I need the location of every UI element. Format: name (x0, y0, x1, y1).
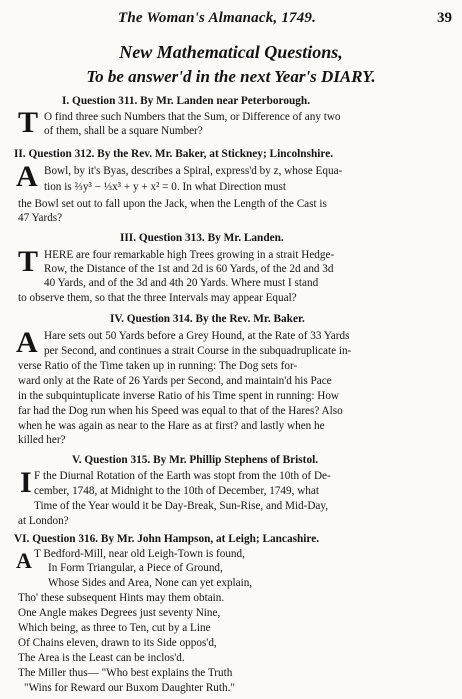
poem-line: The Area is the Least can be inclos'd. (18, 652, 185, 664)
poem-line: Whose Sides and Area, None can yet explain, (48, 577, 253, 589)
poem-line: In Form Triangular, a Piece of Ground, (48, 562, 223, 574)
question-315-line: at London? (18, 515, 69, 527)
poem-line: Which being, as three to Ten, cut by a Line (18, 622, 211, 634)
question-313-line: Row, the Distance of the 1st and 2d is 60 Yards, of the 2d and 3d (44, 263, 334, 275)
question-314-line: Hare sets out 50 Yards before a Grey Hound, at the Rate of 33 Yards (44, 330, 350, 342)
question-315-line: Time of the Year would it be Day-Break, Sun-Rise, and Mid-Day, (34, 500, 329, 512)
question-315-line: F the Diurnal Rotation of the Earth was stopt from the 10th of De- (34, 470, 331, 482)
question-311-heading: I. Question 311. By Mr. Landen near Peterborough. (62, 95, 311, 107)
question-311-line: O find three such Numbers that the Sum, or Difference of any two (44, 111, 341, 123)
running-title: The Woman's Almanack, 1749. (118, 10, 317, 26)
question-314-line: when he was again as near to the Hare as at first? and lastly when he (18, 420, 325, 432)
question-312-line: the Bowl set out to fall upon the Jack, when the Length of the Cast is (18, 198, 327, 210)
question-311-line: of them, shall be a square Number? (44, 125, 203, 137)
question-313-line: to observe them, so that the three Intervals may appear Equal? (18, 292, 297, 304)
question-312-line: Bowl, by it's Byas, describes a Spiral, express'd by z, whose Equa- (44, 165, 343, 177)
question-314-line: ward only at the Rate of 26 Yards per Second, and maintain'd his Pace (18, 375, 332, 387)
section-title: New Mathematical Questions, (119, 42, 343, 62)
question-313-initial: T (18, 245, 39, 278)
question-316-initial: A (16, 548, 32, 573)
question-315-heading: V. Question 315. By Mr. Phillip Stephens of Bristol. (72, 454, 319, 466)
question-313-heading: III. Question 313. By Mr. Landen. (120, 232, 284, 244)
question-314-heading: IV. Question 314. By the Rev. Mr. Baker. (110, 313, 305, 325)
poem-line: The Miller thus— "Who best explains the Truth (18, 667, 233, 679)
question-312-initial: A (16, 160, 38, 193)
question-314-line: verse Ratio of the Time taken up in running: The Dog sets for- (18, 360, 298, 372)
question-314-line: per Second, and continues a strait Course in the subquadruplicate in- (44, 345, 352, 357)
poem-line: One Angle makes Degrees just seventy Nine, (18, 607, 221, 619)
page-number: 39 (437, 10, 452, 26)
question-315-initial: I (20, 466, 32, 499)
poem-line: Tho' these subsequent Hints may them obtain. (18, 592, 225, 604)
question-313-line: HERE are four remarkable high Trees growing in a strait Hedge- (44, 249, 335, 261)
question-316-heading: VI. Question 316. By Mr. John Hampson, at Leigh; Lancashire. (14, 533, 320, 545)
question-312-heading: II. Question 312. By the Rev. Mr. Baker, at Stickney; Lincolnshire. (14, 148, 334, 160)
question-314-line: killed her? (18, 434, 66, 446)
question-312-line: 47 Yards? (18, 212, 63, 224)
poem-line: "Wins for Reward our Buxom Daughter Ruth." (24, 682, 235, 694)
question-314-initial: A (16, 326, 38, 359)
section-subtitle: To be answer'd in the next Year's DIARY. (86, 67, 376, 86)
question-314-line: in the subquintuplicate inverse Ratio of his Time spent in running: How (18, 390, 339, 402)
poem-line: T Bedford-Mill, near old Leigh-Town is found, (34, 548, 245, 560)
question-315-line: cember, 1748, at Midnight to the 10th of December, 1749, what (34, 485, 319, 497)
question-313-line: 40 Yards, and of the 3d and 4th 20 Yards. Where must I stand (44, 277, 319, 289)
question-314-line: far had the Dog run when his Speed was equal to that of the Hares? Also (18, 405, 343, 417)
question-311-initial: T (18, 106, 39, 139)
question-312-line: tion is ⅔y³ − ⅓x³ + y + x² = 0. In what Direction must (44, 181, 286, 193)
poem-line: Of Chains eleven, drawn to its Side oppos'd, (18, 637, 217, 649)
